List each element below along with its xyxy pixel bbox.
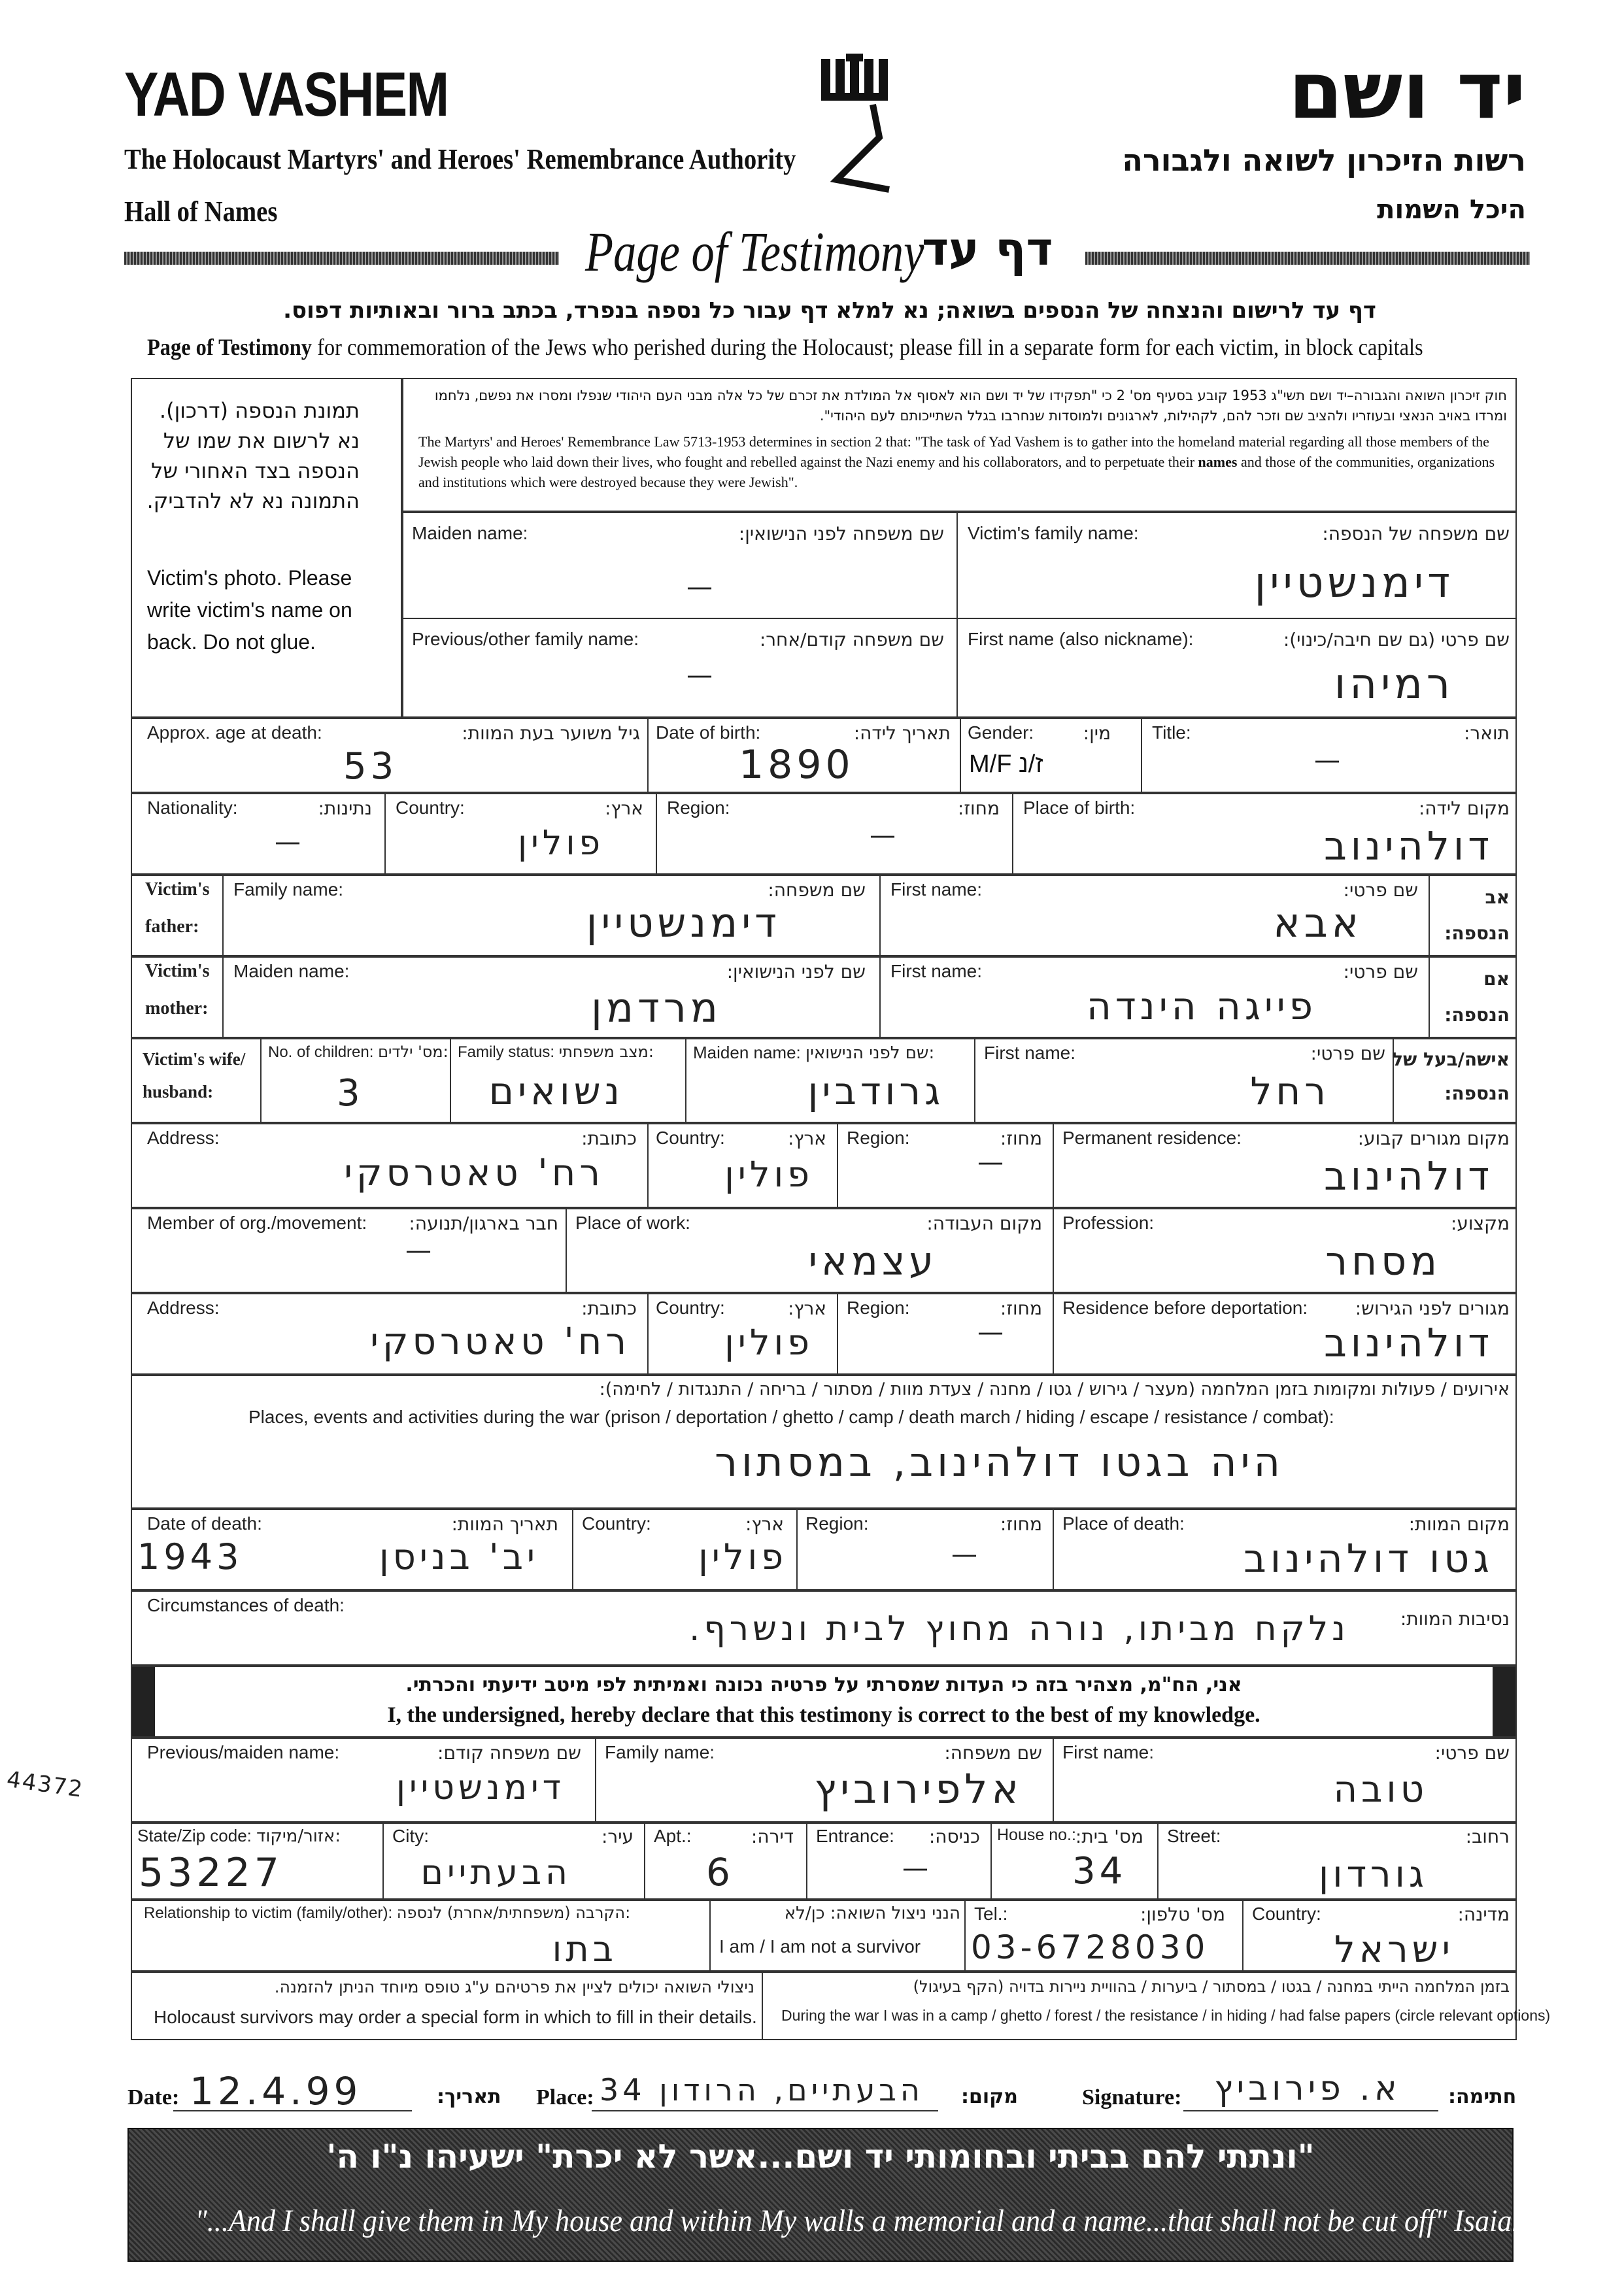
first-name-label: First name (also nickname): bbox=[968, 629, 1194, 649]
res-country-label-he: ארץ: bbox=[787, 1298, 826, 1319]
perm-res-label-he: מקום מגורים קבוע: bbox=[1357, 1128, 1510, 1149]
mother-maiden-label: Maiden name: bbox=[233, 961, 350, 981]
children-label-he: מס' ילדים: bbox=[378, 1043, 448, 1061]
survivor-label-en: I am / I am not a survivor bbox=[719, 1936, 921, 1957]
father-family-value: דימנשטיין bbox=[586, 899, 781, 947]
father-label: father: bbox=[145, 916, 199, 937]
nationality-label: Nationality: bbox=[147, 798, 238, 818]
address-label: Address: bbox=[147, 1128, 220, 1148]
spouse-maiden-label-he: שם לפני הנישואין: bbox=[805, 1043, 935, 1063]
relationship-label bbox=[144, 1904, 630, 1923]
pob-label: Place of birth: bbox=[1023, 798, 1136, 818]
title-rule-left bbox=[124, 252, 559, 265]
spouse-label: Victim's wife/ husband: bbox=[143, 1049, 246, 1101]
yad-vashem-logo bbox=[817, 52, 896, 203]
nationality-value: — bbox=[275, 827, 305, 857]
member-value: — bbox=[405, 1235, 435, 1266]
mother-first-label-he: שם פרטי: bbox=[1343, 961, 1418, 983]
zip-label bbox=[137, 1826, 341, 1846]
survivor-form-en: Holocaust survivors may order a special form in which to fill in their details. bbox=[154, 2007, 757, 2027]
dob-label-he: תאריך לידה: bbox=[853, 722, 951, 744]
first-name-value: רמיהו bbox=[1334, 660, 1454, 709]
mother-first-label: First name: bbox=[890, 961, 983, 981]
zip-label-he: אזור/מיקוד: bbox=[256, 1826, 341, 1846]
dod-value: 1943 bbox=[137, 1536, 243, 1577]
relationship-label-he: הקרבה (משפחתית/אחרת) לנספה: bbox=[396, 1904, 631, 1922]
country-value: פולין bbox=[518, 824, 604, 863]
page-title-he: דף עד bbox=[922, 222, 1053, 276]
instructions-he: דף עד לרישום והנצחה של הנספים בשואה; נא למלא דף עבור כל נספה בנפרד, בכתב ברור ובאותיות דפוס. bbox=[283, 297, 1376, 324]
hall-of-names-he: היכל השמות bbox=[1377, 195, 1526, 225]
addr-region-value: — bbox=[977, 1147, 1007, 1177]
gender-label-he: מין: bbox=[1083, 722, 1111, 744]
children-value: 3 bbox=[337, 1072, 364, 1115]
city-value: הבעתיים bbox=[420, 1853, 571, 1892]
sub-first-value: טובה bbox=[1333, 1768, 1428, 1811]
dob-value: 1890 bbox=[739, 742, 854, 788]
country-label-he: ארץ: bbox=[604, 798, 643, 819]
region-label-he: מחוז: bbox=[957, 798, 1000, 819]
house-no-label: House no.: bbox=[997, 1826, 1076, 1844]
apt-label-he: דירה: bbox=[751, 1826, 794, 1847]
war-he: בזמן המלחמה הייתי במחנה / בגטו / במסתור / ביערות / בהוויית ניירות בדויה (הקף בעיגול) bbox=[913, 1977, 1510, 1996]
father-first-label: First name: bbox=[890, 879, 983, 899]
mother-he-label: אם הנספה: bbox=[1444, 968, 1510, 1026]
addr-region-label-he: מחוז: bbox=[1000, 1128, 1042, 1149]
survivor-form-he: ניצולי השואה יכולים לציין את פרטיהם ע"ג טופס מיוחד הניתן להזמנה. bbox=[274, 1977, 754, 1996]
title-value: — bbox=[1314, 745, 1344, 775]
mother-label: mother: bbox=[145, 998, 209, 1018]
street-label: Street: bbox=[1167, 1826, 1221, 1846]
signature-label-he: חתימה: bbox=[1448, 2085, 1517, 2108]
org-name-en: YAD VASHEM bbox=[124, 59, 448, 129]
region-value: — bbox=[870, 820, 900, 850]
place-value: הבעתיים, הרודון 34 bbox=[600, 2072, 924, 2108]
circ-label: Circumstances of death: bbox=[147, 1595, 345, 1615]
sub-prev-label: Previous/maiden name: bbox=[147, 1742, 340, 1762]
member-label-he: חבר בארגון/תנועה: bbox=[409, 1213, 558, 1234]
res-country-value: פולין bbox=[724, 1322, 813, 1363]
country-label: Country: bbox=[396, 798, 465, 818]
pob-value: דולהינוב bbox=[1324, 824, 1493, 869]
dod-value-he: יב' בניסן bbox=[379, 1536, 539, 1577]
addr-country-label: Country: bbox=[656, 1128, 725, 1148]
tel-label-he: מס' טלפון: bbox=[1140, 1904, 1225, 1925]
pob-label-he: מקום לידה: bbox=[1418, 798, 1510, 819]
age-value: 53 bbox=[343, 745, 398, 788]
family-status-value: נשואים bbox=[488, 1069, 624, 1113]
spouse-maiden-label bbox=[693, 1043, 934, 1063]
family-name-value: דימנשטיין bbox=[1254, 559, 1454, 607]
place-label: Place: bbox=[536, 2085, 594, 2110]
address-label-he: כתובת: bbox=[581, 1128, 637, 1149]
member-label: Member of org./movement: bbox=[147, 1213, 367, 1233]
circ-label-he: נסיבות המוות: bbox=[1400, 1608, 1510, 1630]
entrance-label-he: כניסה: bbox=[928, 1826, 980, 1847]
res-country-label: Country: bbox=[656, 1298, 725, 1318]
spouse-first-value: רחל bbox=[1250, 1069, 1330, 1113]
law-text-he: חוק זיכרון השואה והגבורה–יד ושם תשי"ג 1953 קובע בסעיף מס' 2 כי "תפקידו של יד ושם הוא לאסוף אל המולדת את זכרם של כל אלה מבני העם היהודי שנפלו ומסרו את נפשם, נלחמו ומרדו באויב הנאצי ובעוזריו ולהציב שם וזכר להם, לקהילות, לארגונים ולמוסדות שנחרבו בגלל השתייכותם לעם היהודי". bbox=[434, 388, 1507, 424]
spouse-first-label: First name: bbox=[984, 1043, 1076, 1063]
dod-region-label-he: מחוז: bbox=[1000, 1513, 1042, 1535]
res-region-label: Region: bbox=[847, 1298, 910, 1318]
work-label: Place of work: bbox=[575, 1213, 690, 1233]
work-value: עצמאי bbox=[808, 1239, 938, 1285]
footer-en: "...And I shall give them in My house and within My walls a memorial and a name...that shall not be cut off" Isaiah, 56:5 bbox=[195, 2204, 1594, 2238]
children-label bbox=[268, 1043, 448, 1062]
spouse-maiden-label-en: Maiden name: bbox=[693, 1043, 801, 1062]
photo-box-en: Victim's photo. Please write victim's name on back. Do not glue. bbox=[147, 566, 352, 654]
sub-family-value: אלפירוביץ bbox=[814, 1765, 1023, 1813]
circ-value: נלקח מביתו, נורה מחוץ לבית ונשרף. bbox=[689, 1609, 1349, 1649]
signature-value: א. פירוביץ bbox=[1214, 2069, 1401, 2108]
apt-label: Apt.: bbox=[654, 1826, 692, 1846]
addr-country-value: פולין bbox=[724, 1154, 813, 1195]
prev-family-value: — bbox=[686, 660, 717, 690]
entrance-value: — bbox=[902, 1853, 932, 1883]
country2-label-he: מדינה: bbox=[1457, 1904, 1510, 1925]
sub-first-label: First name: bbox=[1062, 1742, 1155, 1762]
spouse-maiden-value: גרודבין bbox=[807, 1069, 944, 1113]
instructions-en-rest: for commemoration of the Jews who perished during the Holocaust; please fill in a separate form for each victim, in block capitals bbox=[312, 334, 1423, 360]
declaration-bar-left bbox=[132, 1667, 155, 1736]
age-label-he: גיל משוער בעת המוות: bbox=[462, 722, 640, 744]
date-value: 12.4.99 bbox=[190, 2069, 362, 2113]
res-address-label: Address: bbox=[147, 1298, 220, 1318]
authority-en: The Holocaust Martyrs' and Heroes' Remembrance Authority bbox=[124, 143, 796, 175]
profession-value: מסחר bbox=[1325, 1239, 1441, 1285]
street-value: גורדון bbox=[1318, 1853, 1428, 1896]
title-label-he: תואר: bbox=[1464, 722, 1510, 744]
sub-family-label-he: שם משפחה: bbox=[944, 1742, 1042, 1764]
events-value: היה בגטו דולהינוב, במסתור bbox=[715, 1438, 1284, 1486]
photo-box-he: תמונת הנספה (דרכון). נא לרשום את שמו של הנספה בצד האחורי של התמונה נא לא להדביק. bbox=[146, 398, 360, 513]
res-region-value: — bbox=[977, 1317, 1007, 1347]
profession-label: Profession: bbox=[1062, 1213, 1155, 1233]
perm-res-value: דולהינוב bbox=[1324, 1154, 1493, 1200]
age-label: Approx. age at death: bbox=[147, 722, 322, 743]
father-victims-label: Victim's bbox=[145, 879, 210, 899]
declaration-bar-right bbox=[1493, 1667, 1515, 1736]
res-address-label-he: כתובת: bbox=[581, 1298, 637, 1319]
mother-maiden-value: מרדמן bbox=[591, 984, 722, 1032]
res-before-label-he: מגורים לפני הגירוש: bbox=[1355, 1298, 1510, 1319]
maiden-name-value: — bbox=[686, 572, 717, 602]
mother-victims-label: Victim's bbox=[145, 961, 210, 981]
apt-value: 6 bbox=[706, 1850, 734, 1894]
sub-first-label-he: שם פרטי: bbox=[1434, 1742, 1510, 1764]
maiden-name-label: Maiden name: bbox=[412, 523, 528, 543]
father-he-label: אב הנספה: bbox=[1444, 886, 1510, 944]
dod-country-value: פולין bbox=[698, 1536, 787, 1577]
res-before-value: דולהינוב bbox=[1324, 1320, 1493, 1366]
res-region-label-he: מחוז: bbox=[1000, 1298, 1042, 1319]
title-rule-right bbox=[1085, 252, 1530, 265]
family-status-label-en: Family status: bbox=[458, 1043, 555, 1061]
dod-country-label-he: ארץ: bbox=[745, 1513, 784, 1535]
country2-value: ישראל bbox=[1334, 1928, 1454, 1971]
dod-region-label: Region: bbox=[805, 1513, 869, 1534]
pod-label-he: מקום המוות: bbox=[1408, 1513, 1510, 1535]
profession-label-he: מקצוע: bbox=[1450, 1213, 1510, 1234]
dob-label: Date of birth: bbox=[656, 722, 761, 743]
family-name-label-he: שם משפחה של הנספה: bbox=[1322, 523, 1510, 545]
city-label-he: עיר: bbox=[601, 1826, 634, 1847]
zip-value: 53227 bbox=[139, 1850, 283, 1896]
place-label-he: מקום: bbox=[961, 2085, 1018, 2108]
dod-label: Date of death: bbox=[147, 1513, 262, 1534]
authority-he: רשות הזיכרון לשואה ולגבורה bbox=[1122, 143, 1526, 178]
dod-region-value: — bbox=[951, 1539, 981, 1570]
res-before-label: Residence before deportation: bbox=[1062, 1298, 1308, 1318]
law-text-en bbox=[418, 431, 1507, 492]
perm-res-label: Permanent residence: bbox=[1062, 1128, 1242, 1148]
work-label-he: מקום העבודה: bbox=[926, 1213, 1042, 1234]
footer-he: "ונתתי להם בביתי ובחומותי יד ושם...אשר לא יכרת" ישעיהו נ"ו ה' bbox=[326, 2138, 1315, 2176]
law-en-pre: The Martyrs' and Heroes' Remembrance Law 5713-1953 determines in section 2 that: "The task of Yad Vashem is to gather into the homeland material regarding all those members of the Jewish people who laid down their lives, who fought and rebelled against the Nazi enemy and his collaborators, and to perpetuate their bbox=[418, 433, 1489, 470]
declaration-he: אני, הח"מ, מצהיר בזה כי העדות שמסרתי על פרטיה נכונה ואמיתית לפי מיטב ידיעתי והכרתי. bbox=[405, 1673, 1242, 1696]
spouse-first-label-he: שם פרטי: bbox=[1310, 1043, 1385, 1064]
events-label-en: Places, events and activities during the war (prison / deportation / ghetto / camp / death march / hiding / escape / resistance / combat): bbox=[248, 1407, 1334, 1427]
prev-family-label: Previous/other family name: bbox=[412, 629, 639, 649]
prev-family-label-he: שם משפחה קודם/אחר: bbox=[759, 629, 944, 650]
date-label: Date: bbox=[127, 2085, 180, 2110]
country2-label: Country: bbox=[1252, 1904, 1321, 1924]
entrance-label: Entrance: bbox=[816, 1826, 894, 1846]
war-en: During the war I was in a camp / ghetto / forest / the resistance / in hiding / had false papers (circle relevant options) bbox=[781, 2007, 1551, 2024]
law-en-bold: names bbox=[1198, 454, 1238, 470]
date-label-he: תאריך: bbox=[437, 2085, 501, 2108]
mother-first-value: פייגה הינדה bbox=[1086, 984, 1317, 1028]
survivor-label-he: הנני ניצול השואה: כן/לא bbox=[784, 1904, 960, 1923]
house-no-label-he: מס' בית: bbox=[1075, 1826, 1143, 1847]
city-label: City: bbox=[392, 1826, 429, 1846]
tel-value: 03-6728030 bbox=[971, 1928, 1210, 1966]
spouse-he-label: אישה/בעל של הנספה: bbox=[1392, 1049, 1510, 1104]
dod-label-he: תאריך המוות: bbox=[451, 1513, 558, 1535]
children-label-en: No. of children: bbox=[268, 1043, 374, 1061]
father-first-value: אבא bbox=[1273, 899, 1362, 947]
res-address-value: רח' טאטרסקי bbox=[370, 1320, 630, 1363]
hall-of-names-en: Hall of Names bbox=[124, 195, 278, 227]
events-label-he: אירועים / פעולות ומקומות בזמן המלחמה (מעצר / גירוש / גטו / מחנה / צעדת מוות / מסתור / בריחה / התנגדות / לחימה): bbox=[599, 1379, 1510, 1400]
org-name-he: יד ושם bbox=[1288, 46, 1526, 137]
dod-country-label: Country: bbox=[582, 1513, 651, 1534]
family-status-label bbox=[458, 1043, 654, 1062]
maiden-name-label-he: שם משפחה לפני הנישואין: bbox=[738, 523, 944, 545]
law-en-post: and those of the communities, organizations and institutions which were destroyed because they were Jewish". bbox=[418, 454, 1495, 490]
father-first-label-he: שם פרטי: bbox=[1343, 879, 1418, 901]
instructions-en bbox=[147, 333, 1423, 361]
address-value: רח' טאטרסקי bbox=[344, 1152, 604, 1194]
gender-label: Gender: bbox=[968, 722, 1034, 743]
region-label: Region: bbox=[667, 798, 730, 818]
street-label-he: רחוב: bbox=[1465, 1826, 1510, 1847]
addr-region-label: Region: bbox=[847, 1128, 910, 1148]
sub-prev-value: דימנשטיין bbox=[396, 1768, 565, 1807]
pod-value: גטו דולהינוב bbox=[1243, 1536, 1493, 1582]
mother-maiden-label-he: שם לפני הנישואין: bbox=[726, 961, 866, 983]
nationality-label-he: נתינות: bbox=[318, 798, 372, 819]
signature-label: Signature: bbox=[1082, 2085, 1182, 2110]
margin-number: 44372 bbox=[5, 1766, 86, 1804]
declaration-en: I, the undersigned, hereby declare that this testimony is correct to the best of my knowledge. bbox=[387, 1703, 1260, 1727]
zip-label-en: State/Zip code: bbox=[137, 1826, 252, 1845]
family-status-label-he: מצב משפחתי: bbox=[558, 1043, 654, 1061]
sub-family-label: Family name: bbox=[605, 1742, 715, 1762]
tel-label: Tel.: bbox=[974, 1904, 1008, 1924]
father-family-label: Family name: bbox=[233, 879, 344, 899]
first-name-label-he: שם פרטי (גם שם חיבה/כינוי): bbox=[1283, 629, 1510, 650]
pod-label: Place of death: bbox=[1062, 1513, 1185, 1534]
house-no-value: 34 bbox=[1072, 1850, 1127, 1892]
sub-prev-label-he: שם משפחה קודם: bbox=[437, 1742, 581, 1764]
relationship-label-en: Relationship to victim (family/other): bbox=[144, 1904, 393, 1922]
title-label: Title: bbox=[1152, 722, 1191, 743]
relationship-value: בתו bbox=[552, 1928, 617, 1970]
page-title-en: Page of Testimony bbox=[585, 220, 924, 283]
father-family-label-he: שם משפחה: bbox=[768, 879, 866, 901]
addr-country-label-he: ארץ: bbox=[787, 1128, 826, 1149]
instructions-en-bold: Page of Testimony bbox=[147, 334, 313, 360]
gender-value: M/F ז/נ bbox=[969, 750, 1043, 778]
family-name-label: Victim's family name: bbox=[968, 523, 1139, 543]
